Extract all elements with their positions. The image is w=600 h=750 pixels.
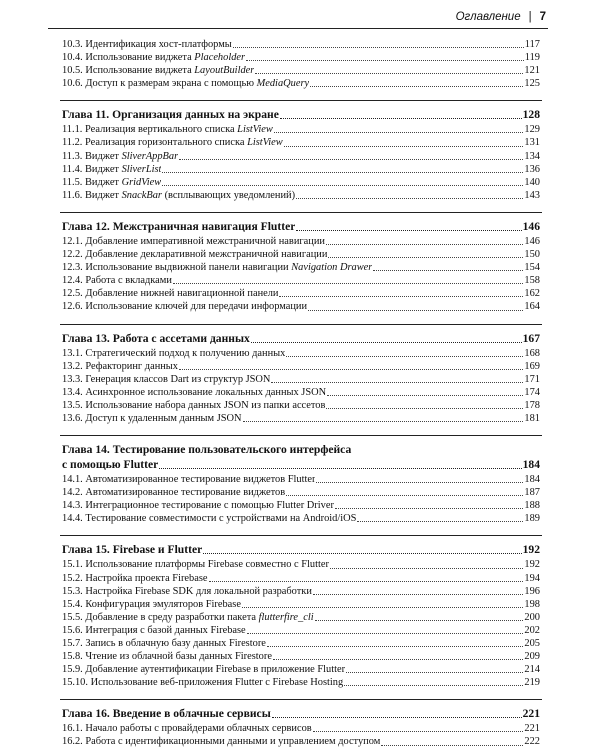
toc-entry[interactable] bbox=[62, 176, 540, 189]
entry-title-text: 11.6. Виджет bbox=[62, 189, 122, 201]
toc-entry[interactable] bbox=[62, 735, 540, 748]
entry-page-number: 146 bbox=[524, 235, 540, 247]
dot-leader bbox=[286, 355, 523, 357]
chapter-rule bbox=[60, 535, 542, 536]
entry-page-number: 174 bbox=[524, 386, 540, 398]
toc-entry[interactable] bbox=[62, 585, 540, 598]
entry-title-italic: SnackBar bbox=[121, 189, 162, 201]
entry-title bbox=[62, 360, 178, 373]
dot-leader bbox=[255, 72, 523, 74]
entry-title-text: 13.4. Асинхронное использование локальных данных JSON bbox=[62, 386, 327, 398]
entry-page-number: 119 bbox=[524, 52, 540, 64]
toc-entry[interactable] bbox=[62, 64, 540, 77]
entry-title-text: 11.2. Реализация горизонтального списка bbox=[62, 137, 248, 149]
toc-entry[interactable] bbox=[62, 473, 540, 486]
chapter-entries bbox=[62, 123, 540, 202]
entry-title-text: 14.4. Тестирование совместимости с устройствами на Android/iOS bbox=[62, 513, 357, 525]
entry-title-italic: GridView bbox=[121, 176, 162, 188]
entry-title-text: 12.2. Добавление декларативной межстраничной навигации bbox=[62, 249, 328, 261]
toc-entry[interactable] bbox=[62, 373, 540, 386]
chapter-heading[interactable] bbox=[62, 107, 540, 122]
chapter-title-text: с помощью Flutter bbox=[62, 458, 159, 472]
entry-title bbox=[62, 38, 232, 51]
dot-leader bbox=[373, 269, 523, 271]
chapter-section bbox=[62, 435, 540, 531]
dot-leader bbox=[310, 85, 523, 87]
entry-title-text: 11.4. Виджет bbox=[62, 163, 122, 175]
dot-leader bbox=[296, 197, 523, 199]
entry-title bbox=[62, 347, 285, 360]
chapter-heading[interactable] bbox=[62, 442, 540, 472]
dot-leader bbox=[284, 145, 524, 147]
entry-page-number: 158 bbox=[524, 275, 540, 287]
chapter-title-row bbox=[62, 457, 540, 472]
entry-page-number: 209 bbox=[524, 651, 540, 663]
toc-entry[interactable] bbox=[62, 261, 540, 274]
toc-entry[interactable] bbox=[62, 486, 540, 499]
entry-title bbox=[62, 189, 295, 202]
toc-entry[interactable] bbox=[62, 572, 540, 585]
entry-title-italic: Placeholder bbox=[194, 52, 246, 64]
dot-leader bbox=[251, 341, 522, 343]
section-spacer bbox=[62, 314, 540, 320]
entry-title-italic: ListView bbox=[247, 137, 283, 149]
entry-title-text: 13.2. Рефакторинг данных bbox=[62, 360, 178, 372]
dot-leader bbox=[279, 295, 523, 297]
dot-leader bbox=[162, 184, 523, 186]
chapter-title-text: Глава 16. Введение в облачные сервисы bbox=[62, 707, 271, 721]
chapter-title-row bbox=[62, 706, 540, 721]
entry-page-number: 205 bbox=[524, 638, 540, 649]
entry-page-number: 162 bbox=[524, 288, 540, 300]
chapter-entries bbox=[62, 722, 540, 748]
dot-leader bbox=[179, 158, 523, 160]
toc-entry[interactable] bbox=[62, 235, 540, 248]
entry-title bbox=[62, 123, 273, 136]
chapter-section bbox=[62, 100, 540, 208]
entry-page-number: 131 bbox=[524, 137, 540, 149]
chapter-page-number: 184 bbox=[522, 458, 540, 472]
continued-chapter-entries bbox=[62, 38, 540, 96]
toc-entry[interactable] bbox=[62, 150, 540, 163]
entry-title bbox=[62, 51, 245, 64]
entry-page-number: 129 bbox=[524, 124, 540, 136]
toc-entry[interactable] bbox=[62, 512, 540, 525]
entry-title bbox=[62, 598, 241, 611]
dot-leader bbox=[308, 309, 523, 311]
entry-page-number: 117 bbox=[524, 39, 540, 50]
toc-entry[interactable] bbox=[62, 676, 540, 689]
entry-page-number: 196 bbox=[524, 585, 540, 597]
entry-title-text: 15.10. Использование веб-приложения Flutter с Firebase Hosting bbox=[62, 677, 344, 689]
dot-leader bbox=[247, 632, 524, 634]
entry-title-italic: ListView bbox=[237, 124, 273, 136]
entry-title-text: 12.5. Добавление нижней навигационной панели bbox=[62, 288, 279, 300]
running-header bbox=[48, 8, 548, 26]
entry-title-text: 13.3. Генерация классов Dart из структур JSON bbox=[62, 373, 271, 385]
toc-entry[interactable] bbox=[62, 399, 540, 412]
dot-leader bbox=[286, 494, 523, 496]
dot-leader bbox=[328, 256, 523, 258]
toc-entry[interactable] bbox=[62, 558, 540, 571]
entry-title-text: 15.6. Интеграция с базой данных Firebase bbox=[62, 624, 246, 636]
entry-title-text: 13.6. Доступ к удаленным данным JSON bbox=[62, 412, 242, 424]
entry-page-number: 143 bbox=[524, 189, 540, 201]
entry-title-text: 12.3. Использование выдвижной панели навигации bbox=[62, 262, 292, 274]
entry-title bbox=[62, 176, 161, 189]
dot-leader bbox=[357, 520, 523, 522]
dot-leader bbox=[330, 567, 523, 569]
toc-entry[interactable] bbox=[62, 189, 540, 202]
chapter-section bbox=[62, 699, 540, 748]
dot-leader bbox=[209, 580, 524, 582]
entry-title-text: 15.3. Настройка Firebase SDK для локальной разработки bbox=[62, 585, 312, 597]
toc-entry[interactable] bbox=[62, 611, 540, 624]
entry-page-number: 214 bbox=[524, 664, 540, 676]
entry-title-text: 10.6. Доступ к размерам экрана с помощью bbox=[62, 78, 257, 90]
dot-leader bbox=[246, 59, 524, 61]
chapter-rule bbox=[60, 212, 542, 213]
dot-leader bbox=[274, 131, 524, 133]
chapter-title-row bbox=[62, 331, 540, 346]
entry-title bbox=[62, 558, 329, 571]
entry-title bbox=[62, 287, 278, 300]
dot-leader bbox=[344, 684, 523, 686]
chapter-rule bbox=[60, 324, 542, 325]
entry-title bbox=[62, 735, 380, 748]
entry-title bbox=[62, 676, 343, 689]
entry-title-text: 16.2. Работа с идентификационными данными и управлением доступом bbox=[62, 736, 381, 748]
chapter-title-line: Глава 14. Тестирование пользовательского интерфейса bbox=[62, 443, 352, 457]
entry-page-number: 134 bbox=[524, 150, 540, 162]
chapter-rule bbox=[60, 435, 542, 436]
entry-title-text: 15.7. Запись в облачную базу данных Firestore bbox=[62, 638, 266, 649]
entry-title bbox=[62, 637, 266, 650]
toc-entry[interactable] bbox=[62, 274, 540, 287]
entry-page-number: 181 bbox=[524, 412, 540, 424]
entry-page-number: 189 bbox=[524, 513, 540, 525]
entry-title bbox=[62, 722, 312, 735]
entry-title-italic: SliverAppBar bbox=[121, 150, 179, 162]
entry-page-number: 178 bbox=[524, 399, 540, 411]
dot-leader bbox=[242, 606, 523, 608]
entry-page-number: 194 bbox=[524, 572, 540, 584]
entry-page-number: 192 bbox=[524, 559, 540, 571]
dot-leader bbox=[173, 282, 524, 284]
entry-page-number: 125 bbox=[524, 78, 540, 90]
toc-entry[interactable] bbox=[62, 163, 540, 176]
toc-entry[interactable] bbox=[62, 300, 540, 313]
dot-leader bbox=[159, 467, 521, 469]
dot-leader bbox=[326, 243, 523, 245]
dot-leader bbox=[267, 645, 524, 647]
dot-leader bbox=[203, 552, 521, 554]
chapter-heading[interactable] bbox=[62, 542, 540, 557]
entry-title bbox=[62, 572, 208, 585]
entry-title-text: 12.1. Добавление императивной межстраничной навигации bbox=[62, 235, 325, 247]
entry-title bbox=[62, 399, 325, 412]
section-spacer bbox=[62, 525, 540, 531]
chapter-entries bbox=[62, 558, 540, 689]
entry-title bbox=[62, 261, 372, 274]
entry-page-number: 121 bbox=[524, 65, 540, 77]
entry-title bbox=[62, 248, 327, 261]
entry-page-number: 140 bbox=[524, 176, 540, 188]
entry-title bbox=[62, 163, 161, 176]
entry-title-text: 13.5. Использование набора данных JSON из папки ассетов bbox=[62, 399, 326, 411]
running-header-title: Оглавление bbox=[455, 11, 521, 23]
entry-title-text: 14.3. Интеграционное тестирование с помощью Flutter Driver bbox=[62, 500, 334, 512]
entry-title bbox=[62, 663, 345, 676]
toc-entry[interactable] bbox=[62, 650, 540, 663]
page-number: 7 bbox=[539, 11, 546, 23]
toc-entry[interactable] bbox=[62, 499, 540, 512]
entry-title-text: 11.3. Виджет bbox=[62, 150, 122, 162]
entry-page-number: 184 bbox=[524, 474, 540, 486]
entry-title-text: 12.4. Работа с вкладками bbox=[62, 275, 172, 287]
toc-entry[interactable] bbox=[62, 287, 540, 300]
chapter-heading[interactable] bbox=[62, 331, 540, 346]
dot-leader bbox=[233, 46, 524, 48]
entry-title-text: 15.5. Добавление в среду разработки пакета bbox=[62, 611, 259, 623]
dot-leader bbox=[162, 171, 523, 173]
entry-title-text: 15.1. Использование платформы Firebase совместно с Flutter bbox=[62, 559, 329, 571]
dot-leader bbox=[271, 381, 523, 383]
chapter-page-number: 146 bbox=[522, 219, 540, 233]
entry-page-number: 150 bbox=[524, 249, 540, 261]
dot-leader bbox=[179, 368, 523, 370]
toc-entry[interactable] bbox=[62, 722, 540, 735]
toc-entry[interactable] bbox=[62, 624, 540, 637]
toc-entry[interactable] bbox=[62, 386, 540, 399]
entry-page-number: 222 bbox=[524, 736, 540, 748]
chapter-title-text: Глава 13. Работа с ассетами данных bbox=[62, 331, 250, 345]
section-spacer bbox=[62, 425, 540, 431]
toc-entry[interactable] bbox=[62, 412, 540, 425]
entry-title bbox=[62, 624, 246, 637]
toc-entry[interactable] bbox=[62, 51, 540, 64]
entry-title-text: 15.2. Настройка проекта Firebase bbox=[62, 572, 208, 584]
entry-title-text: 14.1. Автоматизированное тестирование виджетов Flutter bbox=[62, 474, 316, 486]
chapter-title-text: Глава 11. Организация данных на экране bbox=[62, 108, 279, 122]
entry-title bbox=[62, 611, 314, 624]
toc-entry[interactable] bbox=[62, 77, 540, 90]
toc-entry[interactable] bbox=[62, 637, 540, 650]
dot-leader bbox=[315, 619, 524, 621]
toc-entry[interactable] bbox=[62, 248, 540, 261]
chapter-page-number: 221 bbox=[522, 707, 540, 721]
dot-leader bbox=[327, 394, 523, 396]
entry-title bbox=[62, 386, 326, 399]
entry-title bbox=[62, 412, 242, 425]
entry-title bbox=[62, 64, 254, 77]
entry-title-text: 10.3. Идентификация хост-платформы bbox=[62, 39, 232, 50]
chapter-title-row bbox=[62, 107, 540, 122]
entry-title-text: 10.5. Использование виджета bbox=[62, 65, 195, 77]
entry-title-text: 10.4. Использование виджета bbox=[62, 52, 195, 64]
running-header-separator: | bbox=[528, 11, 532, 23]
dot-leader bbox=[243, 420, 524, 422]
entry-title-italic: SliverList bbox=[121, 163, 162, 175]
toc-entry[interactable] bbox=[62, 360, 540, 373]
entry-title-italic: flutterfire_cli bbox=[258, 611, 314, 623]
entry-title-text: 15.9. Добавление аутентификации Firebase в приложение Flutter bbox=[62, 664, 346, 676]
entry-page-number: 136 bbox=[524, 163, 540, 175]
entry-page-number: 168 bbox=[524, 347, 540, 359]
chapter-page-number: 128 bbox=[522, 108, 540, 122]
dot-leader bbox=[313, 730, 524, 732]
dot-leader bbox=[280, 117, 522, 119]
entry-title bbox=[62, 585, 312, 598]
toc-entry[interactable] bbox=[62, 136, 540, 149]
entry-page-number: 200 bbox=[524, 611, 540, 623]
chapter-section bbox=[62, 324, 540, 432]
header-rule bbox=[48, 28, 548, 29]
entry-title bbox=[62, 373, 270, 386]
dot-leader bbox=[316, 481, 523, 483]
entry-page-number: 171 bbox=[524, 373, 540, 385]
chapter-title-row bbox=[62, 219, 540, 234]
entry-page-number: 219 bbox=[524, 677, 540, 689]
entry-title bbox=[62, 486, 285, 499]
chapter-entries bbox=[62, 473, 540, 525]
entry-title bbox=[62, 473, 315, 486]
dot-leader bbox=[326, 407, 523, 409]
entry-title bbox=[62, 274, 172, 287]
toc-entry[interactable] bbox=[62, 123, 540, 136]
dot-leader bbox=[272, 716, 522, 718]
toc-entry[interactable] bbox=[62, 663, 540, 676]
entry-title bbox=[62, 77, 309, 90]
entry-title bbox=[62, 235, 325, 248]
entry-title-text: 16.1. Начало работы с провайдерами облачных сервисов bbox=[62, 723, 312, 735]
section-spacer bbox=[62, 202, 540, 208]
entry-page-number: 198 bbox=[524, 598, 540, 610]
chapter-page-number: 167 bbox=[522, 331, 540, 345]
entry-title-italic: Navigation Drawer bbox=[291, 262, 373, 274]
toc-entry[interactable] bbox=[62, 38, 540, 51]
chapter-rule bbox=[60, 100, 542, 101]
chapter-heading[interactable] bbox=[62, 219, 540, 234]
table-of-contents bbox=[62, 38, 540, 749]
dot-leader bbox=[313, 593, 524, 595]
entry-title-italic: MediaQuery bbox=[256, 78, 310, 90]
entry-title bbox=[62, 512, 356, 525]
chapter-title-text: Глава 12. Межстраничная навигация Flutter bbox=[62, 219, 296, 233]
section-spacer bbox=[62, 90, 540, 96]
chapter-entries bbox=[62, 347, 540, 426]
chapter-rule bbox=[60, 699, 542, 700]
dot-leader bbox=[273, 658, 523, 660]
entry-title-text: 15.8. Чтение из облачной базы данных Firestore bbox=[62, 651, 272, 663]
entry-title-text: 14.2. Автоматизированное тестирование виджетов bbox=[62, 487, 286, 499]
entry-page-number: 221 bbox=[524, 723, 540, 735]
chapter-title-row bbox=[62, 542, 540, 557]
entry-title bbox=[62, 499, 334, 512]
entry-page-number: 187 bbox=[524, 487, 540, 499]
entry-page-number: 154 bbox=[524, 262, 540, 274]
dot-leader bbox=[381, 744, 523, 746]
entry-title bbox=[62, 150, 178, 163]
entry-title-italic: LayoutBuilder bbox=[194, 65, 255, 77]
dot-leader bbox=[346, 671, 523, 673]
entry-page-number: 202 bbox=[524, 624, 540, 636]
entry-page-number: 164 bbox=[524, 301, 540, 313]
chapter-section bbox=[62, 212, 540, 320]
section-spacer bbox=[62, 689, 540, 695]
entry-title-suffix: (всплывающих уведомлений) bbox=[161, 189, 296, 201]
entry-title-text: 11.5. Виджет bbox=[62, 176, 122, 188]
chapter-title-text: Глава 15. Firebase и Flutter bbox=[62, 543, 203, 557]
entry-title-text: 13.1. Стратегический подход к получению данных bbox=[62, 347, 286, 359]
toc-entry[interactable] bbox=[62, 598, 540, 611]
chapter-list bbox=[62, 100, 540, 748]
entry-title-text: 12.6. Использование ключей для передачи информации bbox=[62, 301, 308, 313]
dot-leader bbox=[335, 507, 523, 509]
entry-title bbox=[62, 300, 307, 313]
entry-page-number: 169 bbox=[524, 360, 540, 372]
chapter-heading[interactable] bbox=[62, 706, 540, 721]
chapter-section bbox=[62, 535, 540, 695]
toc-entry[interactable] bbox=[62, 347, 540, 360]
entry-page-number: 188 bbox=[524, 500, 540, 512]
entry-title-text: 15.4. Конфигурация эмуляторов Firebase bbox=[62, 598, 241, 610]
chapter-page-number: 192 bbox=[522, 543, 540, 557]
entry-title-text: 11.1. Реализация вертикального списка bbox=[62, 124, 238, 136]
entry-title bbox=[62, 136, 283, 149]
chapter-entries bbox=[62, 235, 540, 314]
dot-leader bbox=[296, 229, 521, 231]
entry-title bbox=[62, 650, 272, 663]
